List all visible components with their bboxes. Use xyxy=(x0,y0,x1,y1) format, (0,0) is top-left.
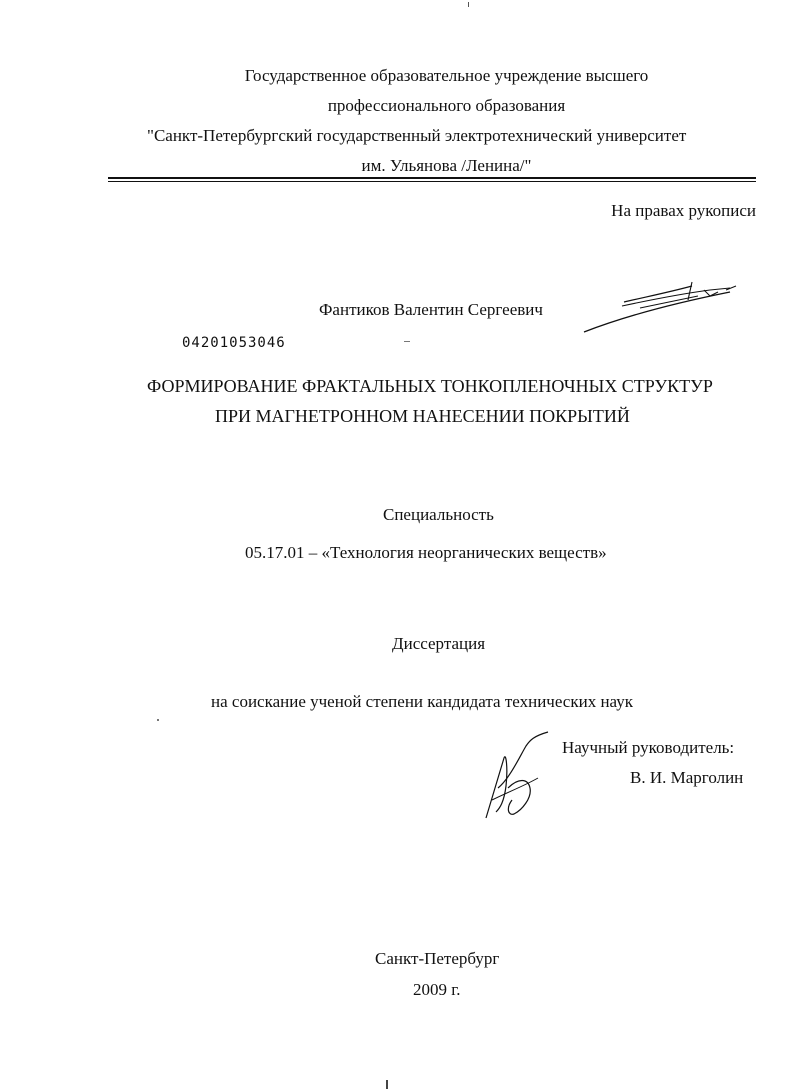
institution-line-1: Государственное образовательное учреждение высшего xyxy=(244,66,649,85)
author-signature xyxy=(580,278,740,338)
supervisor-name: В. И. Марголин xyxy=(630,768,744,787)
author-name: Фантиков Валентин Сергеевич xyxy=(319,300,543,319)
dissertation-title-line-2: ПРИ МАГНЕТРОННОМ НАНЕСЕНИИ ПОКРЫТИЙ xyxy=(215,406,630,426)
scan-mark xyxy=(157,719,159,721)
scan-mark xyxy=(386,1080,388,1089)
footer-year: 2009 г. xyxy=(413,980,461,999)
institution-line-4: им. Ульянова /Ленина/" xyxy=(361,156,532,175)
supervisor-label: Научный руководитель: xyxy=(562,738,735,757)
scan-mark xyxy=(404,341,410,342)
work-type-purpose: на соискание ученой степени кандидата технических наук xyxy=(211,692,634,711)
header-divider-thick xyxy=(108,177,756,179)
dissertation-title-line-1: ФОРМИРОВАНИЕ ФРАКТАЛЬНЫХ ТОНКОПЛЕНОЧНЫХ СТРУКТУР xyxy=(147,376,713,396)
footer-city: Санкт-Петербург xyxy=(375,949,500,968)
header-divider-thin xyxy=(108,181,756,182)
specialty-label: Специальность xyxy=(383,505,494,524)
work-type-label: Диссертация xyxy=(392,634,486,653)
supervisor-signature xyxy=(478,728,558,824)
institution-line-2: профессионального образования xyxy=(327,96,566,115)
scan-mark xyxy=(468,2,469,7)
specialty-value: 05.17.01 – «Технология неорганических веществ» xyxy=(245,543,607,562)
institution-line-3: "Санкт-Петербургский государственный электротехнический университет xyxy=(147,126,687,145)
catalog-number: 04201053046 xyxy=(182,335,286,351)
rights-note: На правах рукописи xyxy=(611,201,756,220)
